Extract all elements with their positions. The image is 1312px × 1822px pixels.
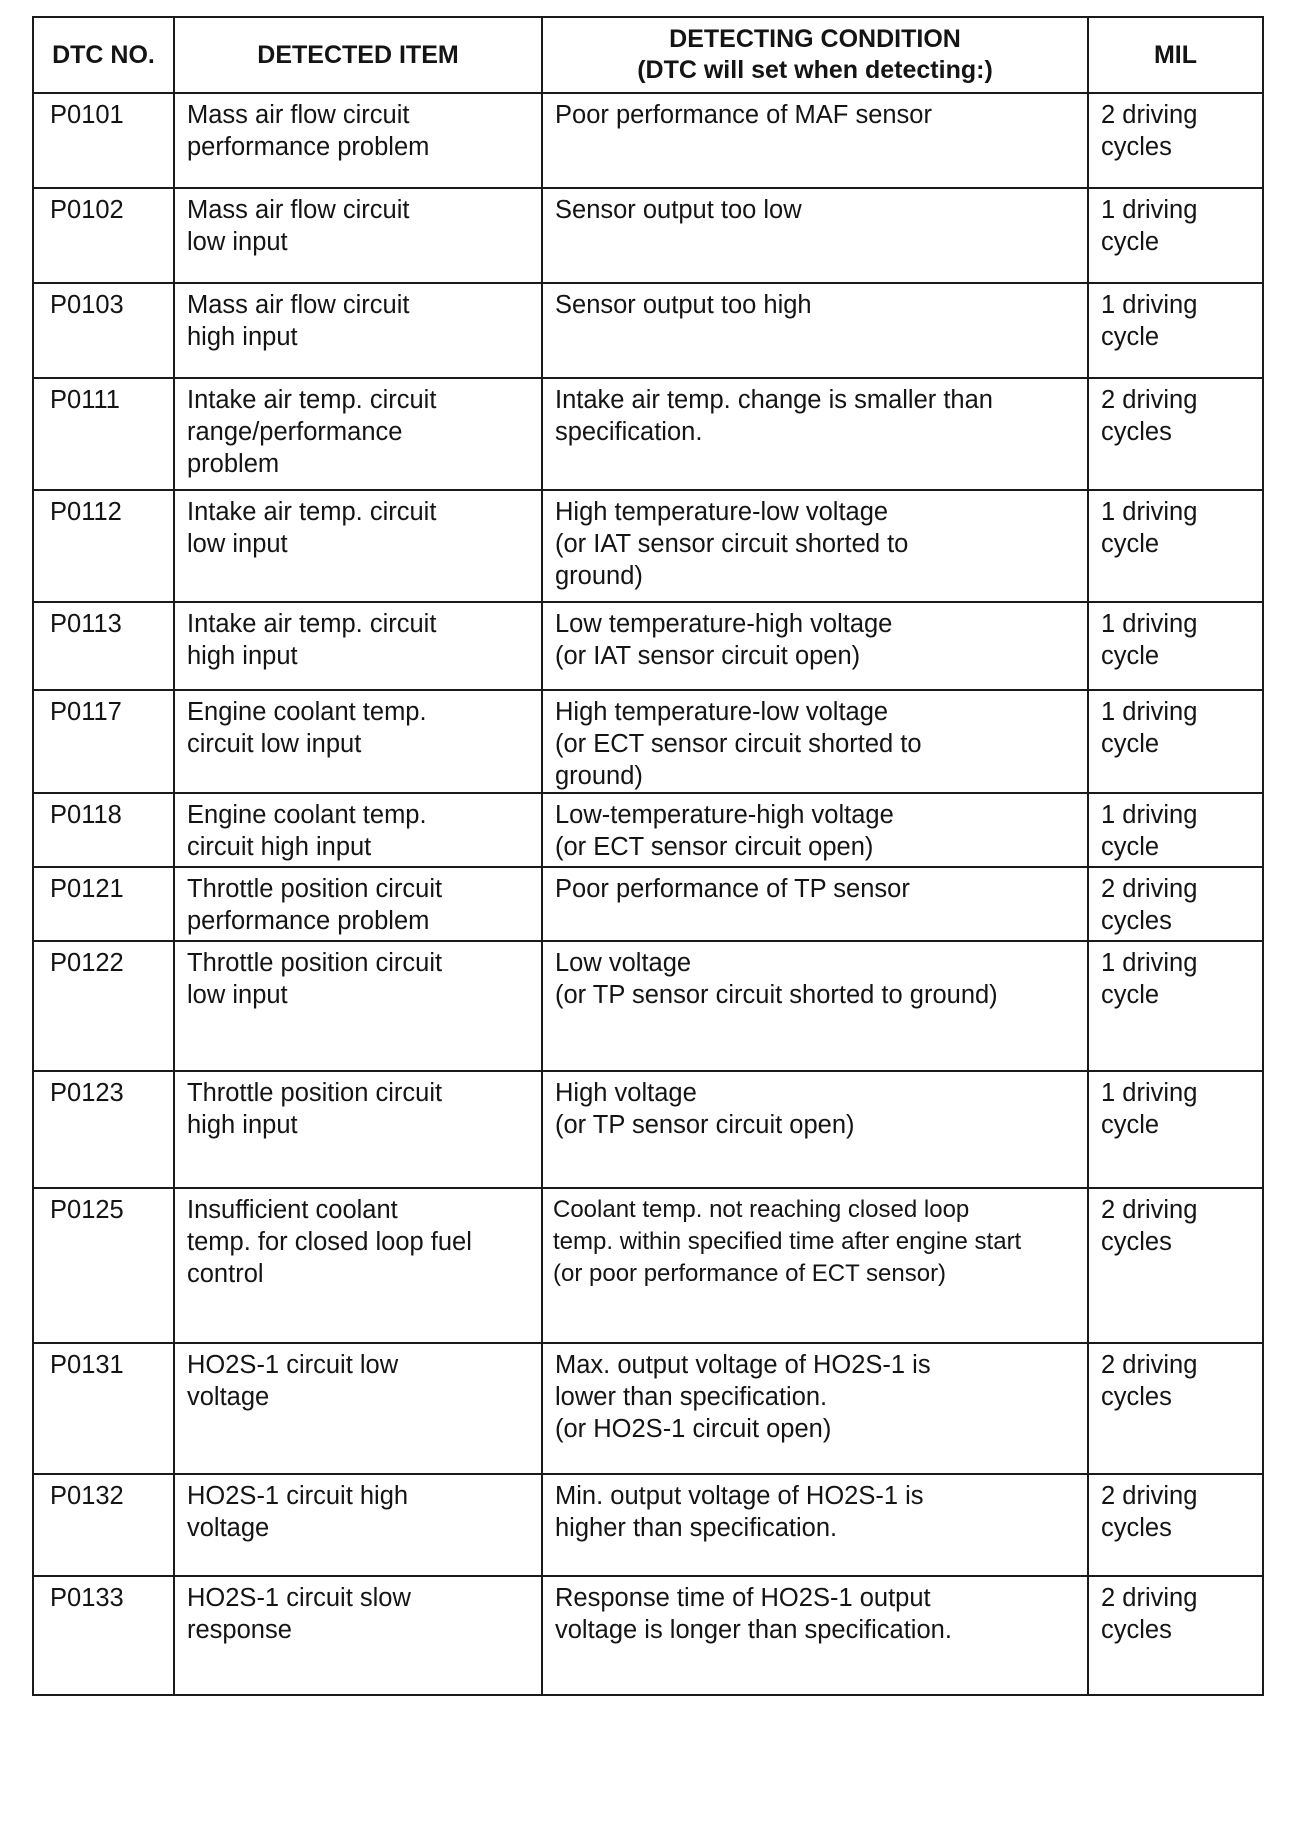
table-row (33, 188, 1263, 283)
dtc-table (32, 16, 1264, 1696)
dtc-code-cell: P0111 (33, 378, 174, 490)
detected-item-cell: Throttle position circuit performance problem (174, 867, 542, 941)
header-detected-item: DETECTED ITEM (174, 17, 542, 93)
table-row (33, 1343, 1263, 1474)
detecting-condition-cell: Low-temperature-high voltage (or ECT sensor circuit open) (542, 793, 1088, 867)
dtc-code-cell: P0123 (33, 1071, 174, 1188)
header-row (33, 17, 1263, 93)
mil-cell: 2 driving cycles (1088, 378, 1263, 490)
table-row (33, 1576, 1263, 1695)
mil-cell: 1 driving cycle (1088, 602, 1263, 690)
detecting-condition-cell: Sensor output too high (542, 283, 1088, 378)
mil-cell: 1 driving cycle (1088, 690, 1263, 793)
mil-cell: 2 driving cycles (1088, 93, 1263, 188)
mil-cell: 1 driving cycle (1088, 283, 1263, 378)
mil-cell: 1 driving cycle (1088, 490, 1263, 602)
mil-cell: 1 driving cycle (1088, 793, 1263, 867)
dtc-code-cell: P0101 (33, 93, 174, 188)
mil-cell: 1 driving cycle (1088, 188, 1263, 283)
detected-item-cell: Engine coolant temp. circuit high input (174, 793, 542, 867)
detected-item-cell: Mass air flow circuit performance problem (174, 93, 542, 188)
detecting-condition-cell: High temperature-low voltage (or IAT sensor circuit shorted to ground) (542, 490, 1088, 602)
detected-item-cell: Mass air flow circuit low input (174, 188, 542, 283)
mil-cell: 2 driving cycles (1088, 1474, 1263, 1576)
detecting-condition-cell: Low voltage (or TP sensor circuit shorted to ground) (542, 941, 1088, 1071)
detecting-condition-cell: Sensor output too low (542, 188, 1088, 283)
mil-cell: 2 driving cycles (1088, 1188, 1263, 1343)
detected-item-cell: Mass air flow circuit high input (174, 283, 542, 378)
detecting-condition-cell: Response time of HO2S-1 output voltage is longer than specification. (542, 1576, 1088, 1695)
table-row (33, 490, 1263, 602)
detected-item-cell: Throttle position circuit low input (174, 941, 542, 1071)
mil-cell: 1 driving cycle (1088, 1071, 1263, 1188)
table-row (33, 283, 1263, 378)
detected-item-cell: HO2S-1 circuit high voltage (174, 1474, 542, 1576)
dtc-code-cell: P0125 (33, 1188, 174, 1343)
dtc-code-cell: P0132 (33, 1474, 174, 1576)
detecting-condition-cell: Low temperature-high voltage (or IAT sensor circuit open) (542, 602, 1088, 690)
header-condition-line1: DETECTING CONDITION (669, 25, 961, 53)
mil-cell: 2 driving cycles (1088, 1576, 1263, 1695)
mil-cell: 2 driving cycles (1088, 867, 1263, 941)
table-row (33, 690, 1263, 793)
detected-item-cell: Intake air temp. circuit range/performance problem (174, 378, 542, 490)
table-row (33, 1474, 1263, 1576)
detecting-condition-cell: Poor performance of MAF sensor (542, 93, 1088, 188)
header-condition-line2: (DTC will set when detecting:) (637, 56, 993, 84)
header-dtc-no: DTC NO. (33, 17, 174, 93)
detected-item-cell: Intake air temp. circuit low input (174, 490, 542, 602)
dtc-code-cell: P0118 (33, 793, 174, 867)
table-row (33, 93, 1263, 188)
dtc-code-cell: P0117 (33, 690, 174, 793)
dtc-code-cell: P0133 (33, 1576, 174, 1695)
detected-item-cell: Throttle position circuit high input (174, 1071, 542, 1188)
detecting-condition-cell: High voltage (or TP sensor circuit open) (542, 1071, 1088, 1188)
table-row (33, 1071, 1263, 1188)
dtc-code-cell: P0102 (33, 188, 174, 283)
dtc-code-cell: P0121 (33, 867, 174, 941)
dtc-code-cell: P0113 (33, 602, 174, 690)
detected-item-cell: HO2S-1 circuit low voltage (174, 1343, 542, 1474)
detected-item-cell: Insufficient coolant temp. for closed loop fuel control (174, 1188, 542, 1343)
detecting-condition-cell: Poor performance of TP sensor (542, 867, 1088, 941)
dtc-code-cell: P0122 (33, 941, 174, 1071)
dtc-code-cell: P0112 (33, 490, 174, 602)
table-row (33, 867, 1263, 941)
detected-item-cell: HO2S-1 circuit slow response (174, 1576, 542, 1695)
table-row (33, 378, 1263, 490)
table-row (33, 793, 1263, 867)
dtc-code-cell: P0103 (33, 283, 174, 378)
detecting-condition-cell: Max. output voltage of HO2S-1 is lower than specification. (or HO2S-1 circuit open) (542, 1343, 1088, 1474)
header-mil: MIL (1088, 17, 1263, 93)
table-row (33, 602, 1263, 690)
detecting-condition-cell: Min. output voltage of HO2S-1 is higher than specification. (542, 1474, 1088, 1576)
table-row (33, 1188, 1263, 1343)
header-detecting-condition (542, 17, 1088, 93)
mil-cell: 2 driving cycles (1088, 1343, 1263, 1474)
detected-item-cell: Intake air temp. circuit high input (174, 602, 542, 690)
detected-item-cell: Engine coolant temp. circuit low input (174, 690, 542, 793)
mil-cell: 1 driving cycle (1088, 941, 1263, 1071)
table-row (33, 941, 1263, 1071)
detecting-condition-cell: High temperature-low voltage (or ECT sensor circuit shorted to ground) (542, 690, 1088, 793)
dtc-code-cell: P0131 (33, 1343, 174, 1474)
detecting-condition-cell: Intake air temp. change is smaller than specification. (542, 378, 1088, 490)
detecting-condition-cell: Coolant temp. not reaching closed loop temp. within specified time after engine start (or poor performance of ECT sensor) (542, 1188, 1088, 1343)
